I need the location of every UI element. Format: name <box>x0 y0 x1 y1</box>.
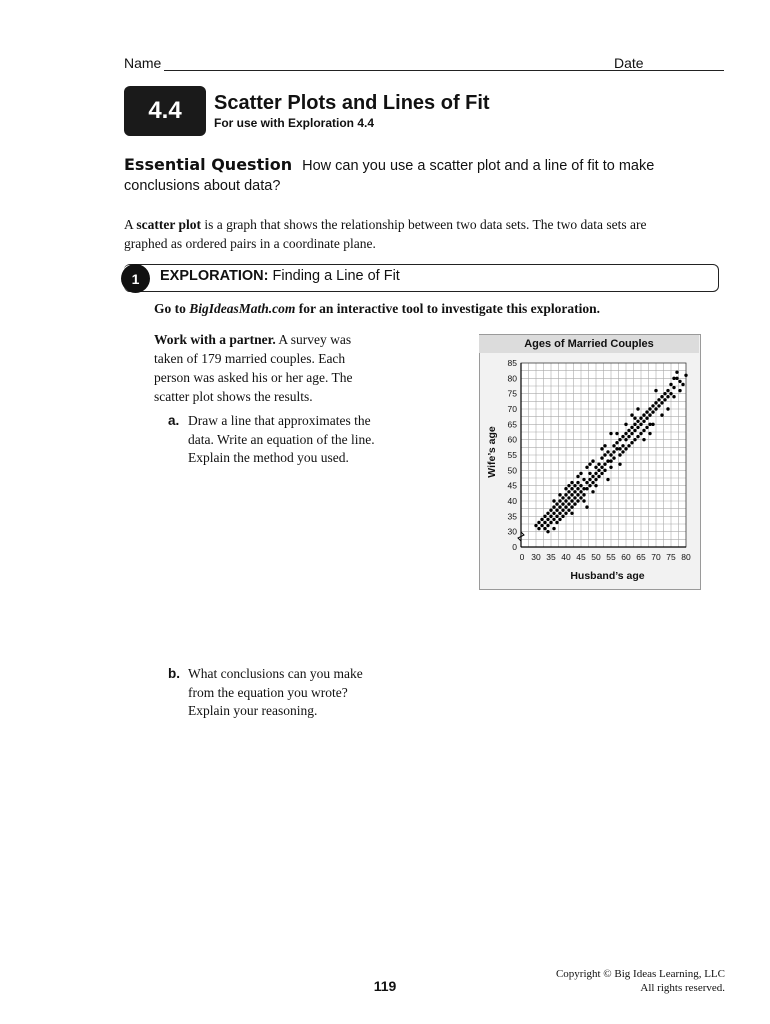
data-point <box>579 472 582 475</box>
data-point <box>636 426 639 429</box>
data-point <box>570 493 573 496</box>
data-point <box>639 423 642 426</box>
data-point <box>582 478 585 481</box>
data-point <box>642 429 645 432</box>
data-point <box>666 407 669 410</box>
definition-text: is a graph that shows the relationship between two data sets. The two data sets are graphed as ordered pairs in a coordinate plane. <box>124 217 647 251</box>
data-point <box>624 447 627 450</box>
data-point <box>555 509 558 512</box>
data-point <box>558 518 561 521</box>
data-point <box>564 493 567 496</box>
data-point <box>579 484 582 487</box>
data-point <box>573 502 576 505</box>
data-point <box>666 389 669 392</box>
data-point <box>651 404 654 407</box>
data-point <box>645 410 648 413</box>
y-tick-label: 70 <box>507 404 517 414</box>
section-title: Scatter Plots and Lines of Fit <box>214 92 490 114</box>
data-point <box>546 512 549 515</box>
question-a <box>168 412 398 472</box>
data-point <box>663 398 666 401</box>
data-point <box>633 429 636 432</box>
data-point <box>636 435 639 438</box>
data-point <box>615 447 618 450</box>
data-point <box>672 377 675 380</box>
data-point <box>585 481 588 484</box>
data-point <box>582 499 585 502</box>
scatter-plot-definition <box>124 215 664 253</box>
y-tick-label: 50 <box>507 465 517 476</box>
y-axis-label: Wife’s age <box>486 426 498 478</box>
data-point <box>615 441 618 444</box>
data-point <box>552 499 555 502</box>
data-point <box>555 521 558 524</box>
y-tick-label: 40 <box>507 496 517 506</box>
question-a-text: Draw a line that approximates the data. Write an equation of the line. Explain the method you used. <box>188 413 375 465</box>
data-point <box>597 463 600 466</box>
essential-question <box>124 155 684 196</box>
data-point <box>576 493 579 496</box>
bigideasmath-link[interactable]: BigIdeasMath.com <box>189 301 296 316</box>
exploration-number-badge: 1 <box>121 264 150 293</box>
data-point <box>594 484 597 487</box>
data-point <box>630 413 633 416</box>
x-tick-label: 45 <box>576 552 586 562</box>
data-point <box>606 459 609 462</box>
data-point <box>564 505 567 508</box>
data-point <box>570 487 573 490</box>
data-point <box>588 484 591 487</box>
exploration-label: EXPLORATION: <box>160 268 269 284</box>
section-number-badge: 4.4 <box>124 86 206 136</box>
data-point <box>582 487 585 490</box>
data-point <box>597 469 600 472</box>
data-point <box>609 432 612 435</box>
goto-prefix: Go to <box>154 301 190 316</box>
data-point <box>585 505 588 508</box>
exploration-heading <box>160 268 400 284</box>
data-point <box>639 417 642 420</box>
data-point <box>552 505 555 508</box>
x-origin-label: 0 <box>519 552 525 562</box>
data-point <box>612 450 615 453</box>
data-point <box>567 496 570 499</box>
data-point <box>609 453 612 456</box>
data-point <box>552 512 555 515</box>
data-point <box>684 374 687 377</box>
data-point <box>558 512 561 515</box>
y-tick-label: 85 <box>507 358 517 368</box>
data-point <box>591 490 594 493</box>
question-b <box>168 665 398 725</box>
data-point <box>678 389 681 392</box>
essential-question-label: Essential Question <box>124 155 293 174</box>
data-point <box>621 450 624 453</box>
data-point <box>660 395 663 398</box>
x-tick-label: 40 <box>561 552 571 562</box>
data-point <box>648 423 651 426</box>
x-tick-label: 30 <box>531 552 541 562</box>
data-point <box>567 509 570 512</box>
goto-instruction <box>154 301 600 317</box>
data-point <box>537 527 540 530</box>
data-point <box>633 417 636 420</box>
data-point <box>654 407 657 410</box>
data-point <box>642 420 645 423</box>
x-tick-label: 80 <box>681 552 691 562</box>
data-point <box>594 478 597 481</box>
data-point <box>630 426 633 429</box>
data-point <box>570 505 573 508</box>
data-point <box>600 447 603 450</box>
data-point <box>582 493 585 496</box>
data-point <box>570 481 573 484</box>
y-tick-label: 35 <box>507 511 517 522</box>
data-point <box>588 463 591 466</box>
data-point <box>603 469 606 472</box>
data-point <box>543 515 546 518</box>
data-point <box>567 502 570 505</box>
data-point <box>540 524 543 527</box>
data-point <box>612 456 615 459</box>
data-point <box>654 401 657 404</box>
data-point <box>678 380 681 383</box>
goto-suffix: for an interactive tool to investigate this exploration. <box>295 301 600 316</box>
date-field-line[interactable] <box>648 70 718 71</box>
data-point <box>603 444 606 447</box>
date-label: Date <box>614 55 644 71</box>
data-point <box>549 509 552 512</box>
data-point <box>549 515 552 518</box>
data-point <box>585 466 588 469</box>
x-tick-label: 65 <box>636 552 646 562</box>
data-point <box>669 392 672 395</box>
data-point <box>618 447 621 450</box>
page-number: 119 <box>373 978 397 994</box>
data-point <box>591 481 594 484</box>
data-point <box>648 413 651 416</box>
data-point <box>630 441 633 444</box>
data-point <box>567 484 570 487</box>
question-a-letter: a. <box>168 413 180 428</box>
data-point <box>606 478 609 481</box>
name-label: Name <box>124 55 162 71</box>
data-point <box>576 481 579 484</box>
x-tick-label: 75 <box>666 552 676 562</box>
data-point <box>588 472 591 475</box>
data-point <box>594 472 597 475</box>
essential-question-text: How can you use a scatter plot and a line of fit to make conclusions about data? <box>124 158 655 194</box>
data-point <box>660 401 663 404</box>
data-point <box>639 432 642 435</box>
data-point <box>549 521 552 524</box>
data-point <box>564 487 567 490</box>
name-date-row <box>124 55 718 75</box>
data-point <box>636 420 639 423</box>
data-point <box>561 515 564 518</box>
data-point <box>576 487 579 490</box>
x-tick-label: 55 <box>606 552 616 562</box>
data-point <box>561 502 564 505</box>
data-point <box>660 413 663 416</box>
question-b-text: What conclusions can you make from the equation you wrote? Explain your reasoning. <box>188 666 363 718</box>
x-tick-label: 70 <box>651 552 661 562</box>
data-point <box>579 496 582 499</box>
data-point <box>627 429 630 432</box>
data-point <box>675 377 678 380</box>
y-origin-label: 0 <box>512 542 517 552</box>
data-point <box>534 524 537 527</box>
data-point <box>621 444 624 447</box>
data-point <box>630 432 633 435</box>
data-point <box>594 466 597 469</box>
married-couples-scatter-plot <box>479 334 701 590</box>
data-point <box>573 496 576 499</box>
data-point <box>576 475 579 478</box>
data-point <box>624 432 627 435</box>
x-axis-label: Husband’s age <box>570 570 645 582</box>
chart-title: Ages of Married Couples <box>479 335 699 353</box>
data-point <box>591 459 594 462</box>
y-tick-label: 55 <box>507 450 517 460</box>
y-tick-label: 80 <box>507 373 517 384</box>
copyright-line1: Copyright © Big Ideas Learning, LLC <box>555 968 725 980</box>
data-point <box>654 389 657 392</box>
data-point <box>642 413 645 416</box>
data-point <box>609 466 612 469</box>
data-point <box>570 499 573 502</box>
data-point <box>564 499 567 502</box>
data-point <box>645 417 648 420</box>
exploration-title: Finding a Line of Fit <box>272 268 400 284</box>
data-point <box>543 527 546 530</box>
data-point <box>642 438 645 441</box>
data-point <box>588 478 591 481</box>
data-point <box>543 521 546 524</box>
data-point <box>609 459 612 462</box>
data-point <box>627 435 630 438</box>
data-point <box>618 438 621 441</box>
y-tick-label: 45 <box>507 480 517 491</box>
data-point <box>546 530 549 533</box>
data-point <box>552 527 555 530</box>
data-point <box>657 404 660 407</box>
data-point <box>624 423 627 426</box>
data-point <box>552 518 555 521</box>
data-point <box>606 450 609 453</box>
x-tick-label: 35 <box>546 552 556 562</box>
data-point <box>663 392 666 395</box>
data-point <box>570 512 573 515</box>
section-subtitle: For use with Exploration 4.4 <box>214 116 375 130</box>
data-point <box>600 456 603 459</box>
data-point <box>633 438 636 441</box>
data-point <box>564 512 567 515</box>
data-point <box>561 509 564 512</box>
data-point <box>648 432 651 435</box>
data-point <box>657 398 660 401</box>
data-point <box>576 499 579 502</box>
x-tick-label: 50 <box>591 552 601 562</box>
data-point <box>555 515 558 518</box>
data-point <box>603 463 606 466</box>
data-point <box>558 499 561 502</box>
data-point <box>573 484 576 487</box>
data-point <box>618 463 621 466</box>
data-point <box>666 395 669 398</box>
data-point <box>621 435 624 438</box>
data-point <box>561 496 564 499</box>
data-point <box>645 426 648 429</box>
data-point <box>651 410 654 413</box>
data-point <box>546 524 549 527</box>
data-point <box>597 475 600 478</box>
definition-term: scatter plot <box>136 217 201 232</box>
y-tick-label: 30 <box>507 526 517 537</box>
data-point <box>600 466 603 469</box>
y-tick-label: 60 <box>507 434 517 445</box>
data-point <box>651 423 654 426</box>
data-point <box>537 521 540 524</box>
data-point <box>672 395 675 398</box>
data-point <box>648 407 651 410</box>
data-point <box>585 487 588 490</box>
data-point <box>555 502 558 505</box>
data-point <box>624 438 627 441</box>
x-tick-label: 60 <box>621 552 631 562</box>
copyright-line2: All rights reserved. <box>640 982 725 994</box>
data-point <box>675 371 678 374</box>
data-point <box>681 383 684 386</box>
partner-lead: Work with a partner. <box>154 332 276 347</box>
data-point <box>558 493 561 496</box>
data-point <box>591 475 594 478</box>
data-point <box>669 383 672 386</box>
definition-prefix: A <box>124 217 137 232</box>
data-point <box>612 444 615 447</box>
partner-instructions <box>154 330 376 406</box>
y-tick-label: 75 <box>507 388 517 399</box>
data-point <box>636 407 639 410</box>
copyright <box>520 967 725 995</box>
data-point <box>615 432 618 435</box>
data-point <box>567 490 570 493</box>
question-b-letter: b. <box>168 666 180 681</box>
data-point <box>546 518 549 521</box>
data-point <box>579 490 582 493</box>
data-point <box>672 386 675 389</box>
data-point <box>540 518 543 521</box>
data-point <box>618 453 621 456</box>
data-point <box>627 444 630 447</box>
y-tick-label: 65 <box>507 419 517 430</box>
data-point <box>603 453 606 456</box>
data-point <box>633 423 636 426</box>
partner-text: A survey was taken of 179 married couples. Each person was asked his or her age. The scatter plot shows the results. <box>154 332 353 404</box>
data-point <box>558 505 561 508</box>
data-point <box>573 490 576 493</box>
data-point <box>600 472 603 475</box>
